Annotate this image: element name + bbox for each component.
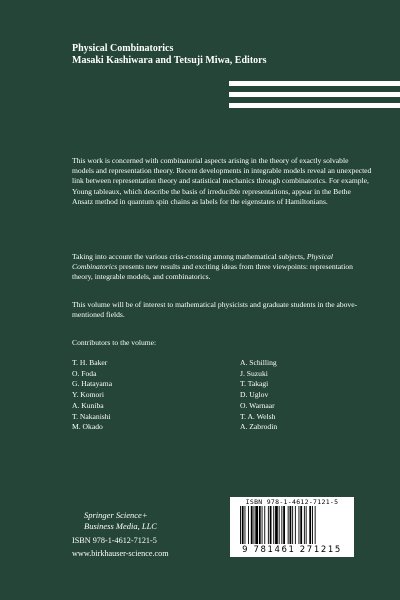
description-text: This work is concerned with combinatorial aspects arising in the theory of exactly solvable models and representation theory. Recent developments in integrable models reveal an unexpected link between representation theory and statistical mechanics through combinatorics. For example, Young tableaux, which describe the basis of irreducible representations, appear in the Bethe Ansatz method in quantum spin chains as labels for the eigenstates of Hamiltonians. [72,156,372,206]
barcode-bar [283,506,285,544]
barcode-bar [279,506,280,544]
barcode-bar [259,506,261,544]
contributor-name: D. Uglov [240,390,269,400]
barcode-bar [295,506,296,544]
barcode-bar [306,506,307,544]
contributor-name: A. Kuniba [72,400,104,410]
barcode-bar [288,506,289,544]
barcode-bar [290,506,292,544]
barcode-bar [273,506,274,544]
contributor-name: O. Warnaar [240,400,275,410]
contributors-column-2 [240,358,277,433]
barcode-digits: 9 781461 271215 [242,545,342,555]
contributor-name: T. H. Baker [72,358,108,367]
contributor-name: A. Schilling [240,358,277,367]
barcode-bar [264,506,265,544]
barcode-bar [299,506,300,544]
publisher-line-1: Springer Science+ [84,510,148,520]
barcode-bar [240,506,241,544]
barcode-bar [309,506,311,544]
barcode-bar [262,506,263,544]
book-editors: Masaki Kashiwara and Tetsuji Miwa, Editors [72,55,267,66]
barcode-bar [270,506,272,544]
contributors-column-1 [72,358,112,433]
barcode-bar [281,506,282,544]
description-paragraph-2 [72,252,372,283]
barcode [230,497,354,557]
book-title: Physical Combinatorics [72,43,174,54]
contributor-name: T. Takagi [240,379,269,389]
barcode-bar [304,506,305,544]
stripe [229,103,400,108]
stripe [229,92,400,97]
contributor-name: Y. Komori [72,390,104,400]
stripe [229,81,400,86]
barcode-bar [255,506,258,544]
description-text: presents new results and exciting ideas from three viewpoints: representation theory, integrable models, and combinatorics. [72,262,353,282]
cover-header [72,43,266,67]
description-text: Taking into account the various criss-crossing among mathematical subjects, [72,252,307,261]
publisher-url: www.birkhauser-science.com [72,549,169,558]
contributors-heading: Contributors to the volume: [72,338,157,347]
publisher-line-2: Business Media, LLC [84,520,157,531]
barcode-bar [312,506,313,544]
barcode-bar [245,506,246,544]
contributor-name: M. Okado [72,422,103,432]
publisher-isbn: ISBN 978-1-4612-7121-5 [72,536,157,545]
barcode-bar [242,506,244,544]
contributor-name: J. Suzuki [240,368,268,378]
barcode-bar [300,506,302,544]
barcode-isbn-text: ISBN 978-1-4612-7121-5 [245,498,339,506]
barcode-bar [248,506,249,544]
barcode-bar [315,506,316,544]
barcode-bars-icon [238,506,346,544]
description-text: This volume will be of interest to mathematical physicists and graduate students in the above-mentioned fields. [72,300,358,320]
barcode-bar [275,506,278,544]
barcode-bar [268,506,269,544]
barcode-bar [292,506,293,544]
barcode-bar [251,506,253,544]
description-paragraph-1 [72,156,372,207]
book-title-inline: Physical Combinatorics [72,252,333,272]
contributor-name: T. A. Welsh [240,411,276,421]
barcode-bar [254,506,255,544]
contributor-name: G. Hatayama [72,379,113,389]
publisher-name [84,510,157,531]
contributor-name: A. Zabrodin [240,422,278,432]
contributor-name: O. Foda [72,368,97,378]
description-paragraph-3 [72,300,372,320]
contributor-name: T. Nakanishi [72,411,111,421]
